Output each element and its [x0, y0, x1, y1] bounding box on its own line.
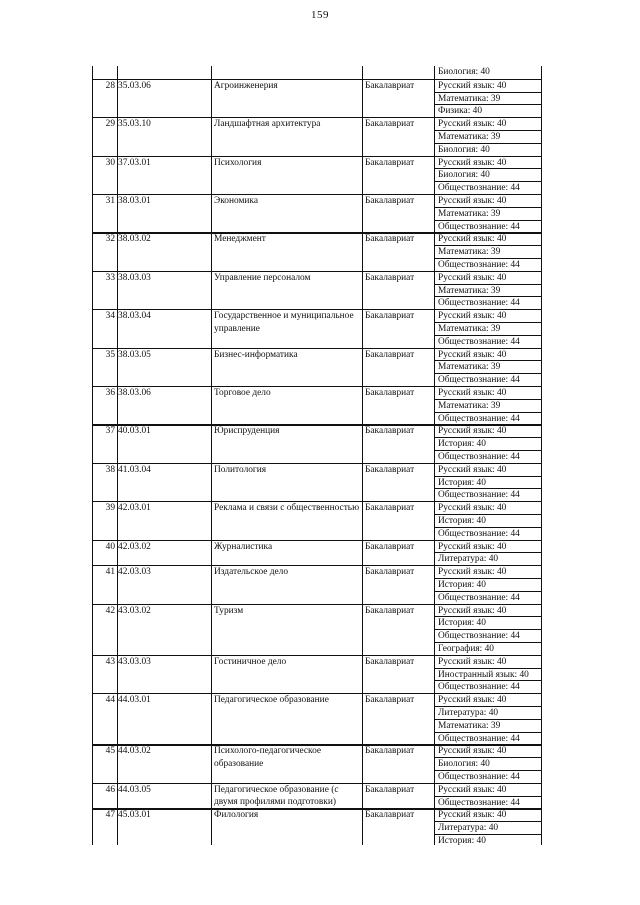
subject-cell — [435, 476, 541, 489]
subject-cell — [435, 680, 541, 693]
subject-cell — [435, 399, 541, 412]
subject-text: История: 40 — [438, 618, 486, 629]
subject-text: История: 40 — [438, 835, 486, 846]
program-code: 37.03.01 — [118, 157, 151, 168]
education-level: Бакалавриат — [365, 349, 415, 360]
program-code: 38.03.05 — [118, 349, 151, 360]
subject-text: Русский язык: 40 — [438, 784, 507, 795]
program-code: 38.03.03 — [118, 272, 151, 283]
program-code: 35.03.10 — [118, 119, 151, 130]
subject-cell — [435, 501, 541, 514]
row-number: 39 — [105, 503, 115, 514]
program-code: 45.03.01 — [118, 810, 151, 821]
program-name: Бизнес-информатика — [214, 349, 298, 360]
subject-text: Литература: 40 — [438, 554, 499, 565]
subject-cell — [435, 488, 541, 501]
subject-text: Обществознание: 44 — [438, 375, 520, 386]
subject-cell — [435, 130, 541, 143]
program-name: Реклама и связи с общественностью — [214, 503, 360, 514]
subject-cell — [435, 232, 541, 245]
education-level: Бакалавриат — [365, 567, 415, 578]
row-number: 29 — [105, 119, 115, 130]
subject-cell — [435, 693, 541, 706]
row-number: 40 — [105, 541, 115, 552]
program-name: Менеджмент — [214, 234, 266, 245]
education-level: Бакалавриат — [365, 695, 415, 706]
education-level: Бакалавриат — [365, 388, 415, 398]
row-number: 37 — [105, 426, 115, 437]
subject-text: Русский язык: 40 — [438, 196, 507, 206]
program-code: 38.03.01 — [118, 196, 151, 206]
subject-text: Обществознание: 44 — [438, 490, 520, 501]
subject-text: Русский язык: 40 — [438, 157, 507, 168]
subject-cell — [435, 463, 541, 476]
subject-text: Обществознание: 44 — [438, 771, 520, 782]
subject-text: Русский язык: 40 — [438, 311, 507, 322]
subject-cell — [435, 744, 541, 757]
row-number: 46 — [105, 784, 115, 795]
table-border-right — [541, 66, 542, 845]
subject-text: Обществознание: 44 — [438, 336, 520, 347]
row-number: 30 — [105, 157, 115, 168]
subject-cell — [435, 719, 541, 732]
subject-cell — [435, 360, 541, 373]
subject-cell — [435, 424, 541, 437]
row-number: 28 — [105, 80, 115, 91]
subject-cell — [435, 284, 541, 297]
subject-cell — [435, 117, 541, 130]
table-row — [92, 540, 541, 566]
subject-cell — [435, 757, 541, 770]
subject-cell — [435, 194, 541, 207]
education-level: Бакалавриат — [365, 656, 415, 667]
subject-text: Русский язык: 40 — [438, 746, 507, 757]
subject-text: Биология: 40 — [438, 67, 490, 77]
education-level: Бакалавриат — [365, 272, 415, 283]
table-row — [92, 744, 541, 782]
program-code: 43.03.02 — [118, 605, 151, 616]
subject-text: Биология: 40 — [438, 144, 490, 155]
subject-cell — [435, 92, 541, 105]
subject-cell — [435, 143, 541, 156]
subject-text: Русский язык: 40 — [438, 234, 507, 245]
table-row — [92, 604, 541, 655]
subject-text: Физика: 40 — [438, 106, 483, 117]
subject-cell — [435, 156, 541, 169]
table-row — [92, 309, 541, 347]
subject-cell — [435, 181, 541, 194]
subject-cell — [435, 437, 541, 450]
subject-text: Русский язык: 40 — [438, 426, 507, 437]
subject-text: Математика: 39 — [438, 720, 501, 731]
education-level: Бакалавриат — [365, 119, 415, 130]
subject-cell — [435, 668, 541, 681]
subject-cell — [435, 655, 541, 668]
program-name: Педагогическое образование (с двумя профилями подготовки) — [214, 784, 339, 808]
education-level: Бакалавриат — [365, 234, 415, 245]
row-number: 44 — [105, 695, 115, 706]
column-divider-subjects — [434, 66, 435, 845]
subject-text: Русский язык: 40 — [438, 272, 507, 283]
program-name: Педагогическое образование — [214, 695, 329, 706]
subject-cell — [435, 642, 541, 655]
program-code: 42.03.01 — [118, 503, 151, 514]
subject-text: Математика: 39 — [438, 208, 501, 219]
subject-cell — [435, 271, 541, 284]
subject-text: Русский язык: 40 — [438, 567, 507, 578]
subject-text: Обществознание: 44 — [438, 631, 520, 642]
subject-text: География: 40 — [438, 643, 494, 654]
table-row — [92, 271, 541, 309]
subject-cell — [435, 220, 541, 233]
subject-cell — [435, 450, 541, 463]
subject-text: Русский язык: 40 — [438, 605, 507, 616]
row-number: 47 — [105, 810, 115, 821]
subject-cell — [435, 412, 541, 425]
column-divider-code — [117, 66, 118, 845]
column-divider-level — [362, 66, 363, 845]
subject-cell — [435, 578, 541, 591]
table-row — [92, 117, 541, 155]
program-code: 41.03.04 — [118, 464, 151, 475]
subject-text: Русский язык: 40 — [438, 349, 507, 360]
subject-text: Обществознание: 44 — [438, 797, 520, 808]
subject-text: История: 40 — [438, 515, 486, 526]
subject-text: Русский язык: 40 — [438, 80, 507, 91]
subject-cell — [435, 565, 541, 578]
subject-text: Русский язык: 40 — [438, 810, 507, 821]
program-code: 44.03.05 — [118, 784, 151, 795]
row-number: 38 — [105, 464, 115, 475]
program-name: Филология — [214, 810, 259, 821]
subject-text: Обществознание: 44 — [438, 413, 520, 424]
program-code: 38.03.02 — [118, 234, 151, 245]
subject-text: Математика: 39 — [438, 285, 501, 296]
subject-cell — [435, 66, 541, 79]
subject-text: Математика: 39 — [438, 400, 501, 411]
program-name: Политология — [214, 464, 267, 475]
row-number: 31 — [105, 196, 115, 206]
subject-cell — [435, 552, 541, 565]
subject-cell — [435, 783, 541, 796]
subject-cell — [435, 373, 541, 386]
program-name: Агроинженерия — [214, 80, 278, 91]
program-name: Издательское дело — [214, 567, 289, 578]
table-row — [92, 501, 541, 539]
subject-cell — [435, 104, 541, 117]
program-code: 38.03.04 — [118, 311, 151, 322]
subject-cell — [435, 540, 541, 553]
row-number: 41 — [105, 567, 115, 578]
subject-cell — [435, 616, 541, 629]
subject-text: Русский язык: 40 — [438, 656, 507, 667]
table-row — [92, 693, 541, 744]
subject-cell — [435, 309, 541, 322]
subject-text: Математика: 39 — [438, 323, 501, 334]
education-level: Бакалавриат — [365, 784, 415, 795]
program-name: Ландшафтная архитектура — [214, 119, 321, 130]
program-code: 42.03.02 — [118, 541, 151, 552]
subject-cell — [435, 834, 541, 847]
subject-text: Математика: 39 — [438, 247, 501, 258]
subject-cell — [435, 732, 541, 745]
subject-cell — [435, 322, 541, 335]
subject-text: Русский язык: 40 — [438, 503, 507, 514]
program-name: Психология — [214, 157, 262, 168]
row-number: 45 — [105, 746, 115, 757]
subject-cell — [435, 770, 541, 783]
program-name: Юриспруденция — [214, 426, 280, 437]
subject-cell — [435, 514, 541, 527]
subject-text: Обществознание: 44 — [438, 259, 520, 270]
program-code: 40.03.01 — [118, 426, 151, 437]
subject-text: Обществознание: 44 — [438, 183, 520, 194]
education-level: Бакалавриат — [365, 80, 415, 91]
subject-text: Обществознание: 44 — [438, 451, 520, 462]
subject-cell — [435, 527, 541, 540]
column-divider-name — [211, 66, 212, 845]
education-level: Бакалавриат — [365, 541, 415, 552]
subject-text: Обществознание: 44 — [438, 733, 520, 744]
subject-cell — [435, 348, 541, 361]
program-name: Журналистика — [214, 541, 273, 552]
subject-text: Биология: 40 — [438, 759, 490, 770]
subject-cell — [435, 796, 541, 809]
education-level: Бакалавриат — [365, 746, 415, 757]
subject-cell — [435, 604, 541, 617]
program-name: Гостиничное дело — [214, 656, 287, 667]
subject-text: Биология: 40 — [438, 170, 490, 181]
subject-text: Математика: 39 — [438, 93, 501, 104]
table-row — [92, 348, 541, 386]
subject-text: Русский язык: 40 — [438, 541, 507, 552]
subject-cell — [435, 591, 541, 604]
page-number: 159 — [311, 9, 329, 21]
table-row — [92, 424, 541, 462]
program-code: 44.03.02 — [118, 746, 151, 757]
table-row — [92, 156, 541, 194]
subject-text: Математика: 39 — [438, 362, 501, 373]
table-row — [92, 783, 541, 809]
subject-text: Литература: 40 — [438, 823, 499, 834]
program-code: 35.03.06 — [118, 80, 151, 91]
subject-text: Обществознание: 44 — [438, 298, 520, 309]
table-row — [92, 565, 541, 603]
subject-cell — [435, 706, 541, 719]
subject-text: Русский язык: 40 — [438, 119, 507, 130]
program-code: 44.03.01 — [118, 695, 151, 706]
program-name: Государственное и муниципальное управление — [214, 311, 354, 334]
subject-cell — [435, 207, 541, 220]
education-level: Бакалавриат — [365, 196, 415, 206]
table-row — [92, 79, 541, 117]
row-number: 35 — [105, 349, 115, 360]
program-name: Психолого-педагогическое образование — [214, 746, 322, 769]
subject-cell — [435, 386, 541, 399]
subject-cell — [435, 821, 541, 834]
program-name: Туризм — [214, 605, 244, 616]
subject-text: История: 40 — [438, 439, 486, 450]
row-number: 42 — [105, 605, 115, 616]
subject-cell — [435, 245, 541, 258]
subject-text: Обществознание: 44 — [438, 221, 520, 232]
subject-cell — [435, 808, 541, 821]
program-name: Экономика — [214, 196, 259, 206]
subject-cell — [435, 258, 541, 271]
subject-text: Русский язык: 40 — [438, 695, 507, 706]
subject-cell — [435, 629, 541, 642]
subject-text: Обществознание: 44 — [438, 592, 520, 603]
row-number: 33 — [105, 272, 115, 283]
subject-cell — [435, 79, 541, 92]
subject-text: История: 40 — [438, 579, 486, 590]
table-row — [92, 655, 541, 693]
education-level: Бакалавриат — [365, 426, 415, 437]
program-name: Торговое дело — [214, 388, 271, 398]
subject-cell — [435, 296, 541, 309]
table-row — [92, 808, 541, 846]
table-row — [92, 463, 541, 501]
row-number: 34 — [105, 311, 115, 322]
program-code: 43.03.03 — [118, 656, 151, 667]
education-level: Бакалавриат — [365, 157, 415, 168]
education-level: Бакалавриат — [365, 464, 415, 475]
education-level: Бакалавриат — [365, 311, 415, 322]
row-number: 36 — [105, 388, 115, 398]
program-name: Управление персоналом — [214, 272, 311, 283]
education-level: Бакалавриат — [365, 810, 415, 821]
subject-text: История: 40 — [438, 477, 486, 488]
row-number: 43 — [105, 656, 115, 667]
education-level: Бакалавриат — [365, 605, 415, 616]
subject-text: Обществознание: 44 — [438, 682, 520, 693]
program-code: 38.03.06 — [118, 388, 151, 398]
subject-text: Русский язык: 40 — [438, 464, 507, 475]
education-level: Бакалавриат — [365, 503, 415, 514]
subject-cell — [435, 335, 541, 348]
table-row — [92, 386, 541, 424]
subject-cell — [435, 168, 541, 181]
subject-text: Русский язык: 40 — [438, 388, 507, 398]
row-number: 32 — [105, 234, 115, 245]
subject-text: Литература: 40 — [438, 707, 499, 718]
subject-text: Обществознание: 44 — [438, 528, 520, 539]
table-row — [92, 232, 541, 270]
table-row — [92, 194, 541, 232]
table-border-left — [92, 66, 93, 845]
subject-text: Иностранный язык: 40 — [438, 669, 529, 680]
subject-text: Математика: 39 — [438, 131, 501, 142]
program-code: 42.03.03 — [118, 567, 151, 578]
